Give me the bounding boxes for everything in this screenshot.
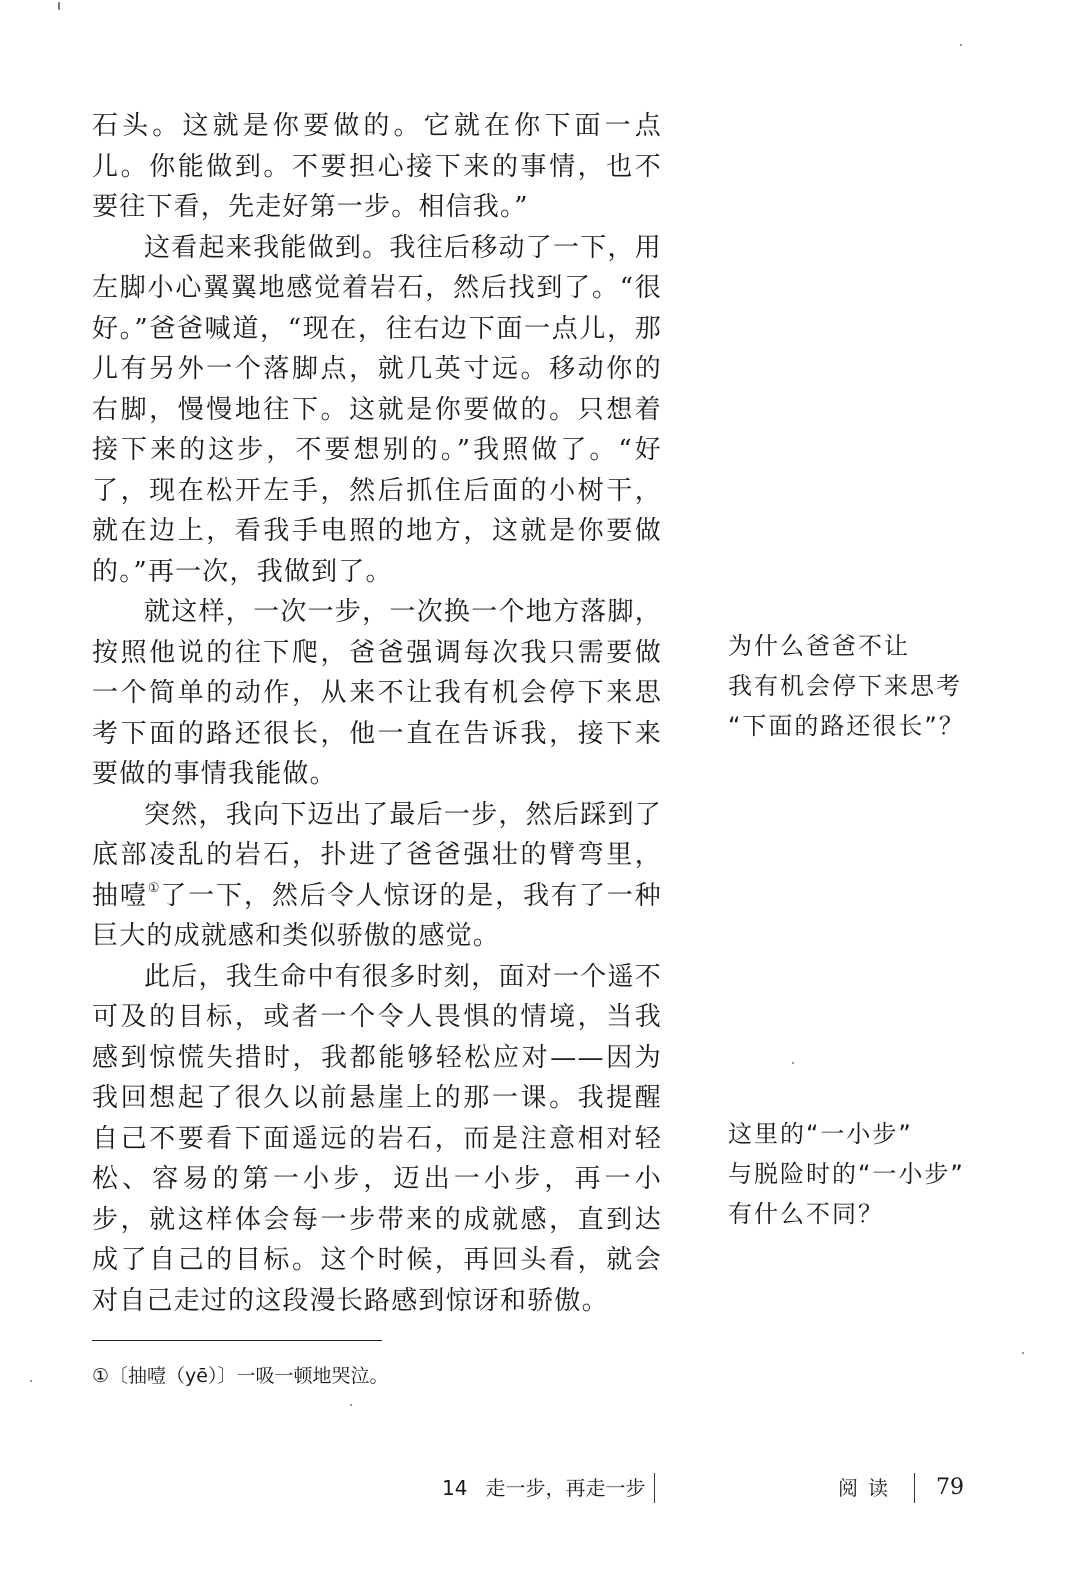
footnote-divider xyxy=(92,1340,382,1341)
footnote: ①〔抽噎（yē）〕一吸一顿地哭泣。 xyxy=(92,1365,389,1387)
paragraph-1: 石头。这就是你要做的。它就在你下面一点儿。你能做到。不要担心接下来的事情，也不要往下看，先走好第一步。相信我。” xyxy=(92,111,662,222)
margin-question-1-line-3: “下面的路还很长”？ xyxy=(728,712,965,740)
margin-question-1-line-2: 我有机会停下来思考 xyxy=(728,672,962,700)
margin-question-1-line-1: 为什么爸爸不让 xyxy=(728,632,910,660)
paragraph-4-before-mark: 突然，我向下迈出了最后一步，然后踩到了底部凌乱的岩石，扑进了爸爸强壮的臂弯里，抽噎 xyxy=(92,799,662,911)
scan-speck xyxy=(30,1380,32,1382)
page-number: 79 xyxy=(936,1475,964,1500)
scan-speck xyxy=(350,1404,352,1406)
margin-question-2-line-1: 这里的“一小步” xyxy=(728,1120,913,1148)
lesson-number: 14 xyxy=(442,1476,468,1500)
section-label: 阅读 xyxy=(838,1476,898,1500)
scan-speck xyxy=(1022,1352,1024,1354)
paragraph-3: 就这样，一次一步，一次换一个地方落脚，按照他说的往下爬，爸爸强调每次我只需要做一个简单的动作，从来不让我有机会停下来思考下面的路还很长，他一直在告诉我，接下来要做的事情我能做。 xyxy=(92,597,662,789)
margin-question-2-line-2: 与脱险时的“一小步” xyxy=(728,1160,965,1188)
footer-divider-left xyxy=(654,1473,655,1503)
main-text-body xyxy=(92,106,662,1321)
scan-speck xyxy=(792,1062,794,1064)
scan-speck xyxy=(960,44,962,46)
scan-speck xyxy=(58,2,60,10)
paragraph-2: 这看起来我能做到。我往后移动了一下，用左脚小心翼翼地感觉着岩石，然后找到了。“很好。”爸爸喊道，“现在，往右边下面一点儿，那儿有另外一个落脚点，就几英寸远。移动你的右脚，慢慢地往下。这就是你要做的。只想着接下来的这步，不要想别的。”我照做了。“好了，现在松开左手，然后抓住后面的小树干，就在边上，看我手电照的地方，这就是你要做的。”再一次，我做到了。 xyxy=(92,232,662,587)
footnote-reference-mark: ① xyxy=(147,880,161,896)
margin-question-2-line-3: 有什么不同？ xyxy=(728,1200,884,1228)
paragraph-4 xyxy=(92,795,662,957)
lesson-title: 走一步，再走一步 xyxy=(485,1476,646,1500)
footer-divider-right xyxy=(914,1473,915,1503)
paragraph-4-after-mark: 了一下，然后令人惊讶的是，我有了一种巨大的成就感和类似骄傲的感觉。 xyxy=(92,880,662,951)
running-footer-lesson xyxy=(442,1472,645,1504)
margin-question-1 xyxy=(728,626,978,746)
margin-question-2 xyxy=(728,1114,978,1234)
paragraph-5: 此后，我生命中有很多时刻，面对一个遥不可及的目标，或者一个令人畏惧的情境，当我感到惊慌失措时，我都能够轻松应对——因为我回想起了很久以前悬崖上的那一课。我提醒自己不要看下面遥远的岩石，而是注意相对轻松、容易的第一小步，迈出一小步，再一小步，就这样体会每一步带来的成就感，直到达成了自己的目标。这个时候，再回头看，就会对自己走过的这段漫长路感到惊讶和骄傲。 xyxy=(92,961,662,1316)
